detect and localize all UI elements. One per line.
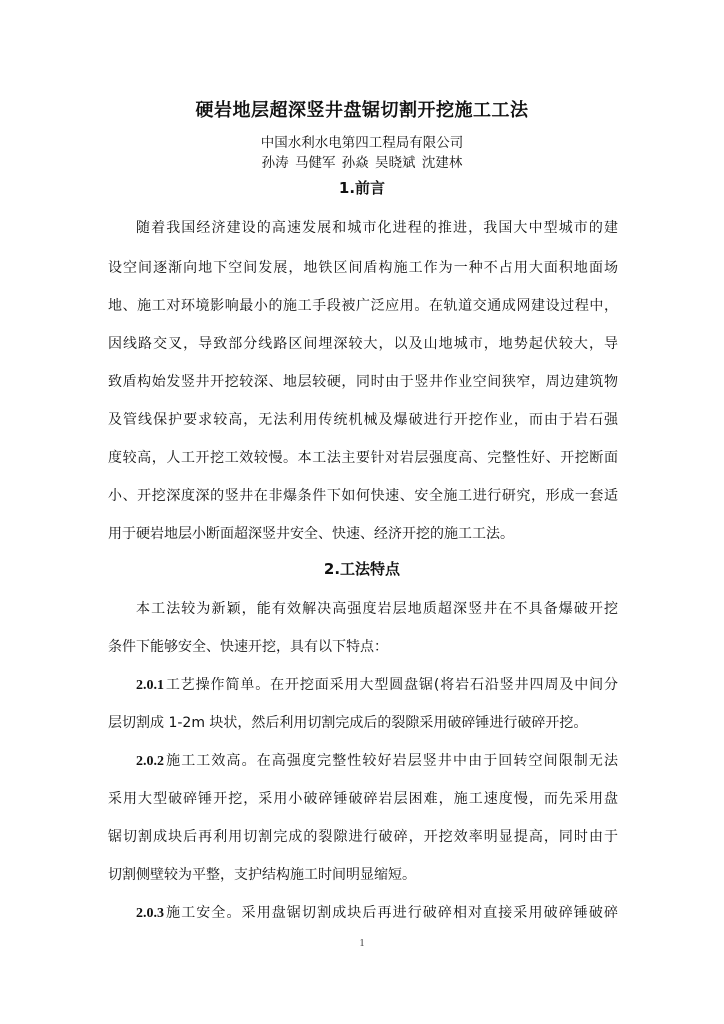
section-1-heading: 1.前言 xyxy=(338,179,386,197)
section-2-intro-line: 条件下能够安全、快速开挖，具有以下特点： xyxy=(108,639,388,655)
item-number: 2.0.1 xyxy=(136,678,164,693)
organization-name: 中国水利水电第四工程局有限公司 xyxy=(260,135,464,151)
item-2-0-3 xyxy=(136,902,618,922)
section-1-line: 度较高，人工开挖工效较慢。本工法主要针对岩层强度高、完整性好、开挖断面 xyxy=(108,450,618,466)
section-1-line: 用于硬岩地层小断面超深竖井安全、快速、经济开挖的施工工法。 xyxy=(108,526,514,542)
item-2-0-2-line: 采用大型破碎锤开挖，采用小破碎锤破碎岩层困难，施工速度慢，而先采用盘 xyxy=(108,791,618,807)
section-1-line: 地、施工对环境影响最小的施工手段被广泛应用。在轨道交通成网建设过程中， xyxy=(108,298,618,314)
document-title: 硬岩地层超深竖井盘锯切割开挖施工工法 xyxy=(195,100,529,121)
item-text: 工艺操作简单。在开挖面采用大型圆盘锯(将岩石沿竖井四周及中间分 xyxy=(165,677,618,693)
section-1-line: 随着我国经济建设的高速发展和城市化进程的推进，我国大中型城市的建 xyxy=(136,220,618,236)
item-2-0-1 xyxy=(136,674,618,694)
section-2-heading: 2.工法特点 xyxy=(323,560,401,578)
page-number: 1 xyxy=(359,938,365,949)
item-number: 2.0.3 xyxy=(136,906,164,921)
section-1-line: 设空间逐渐向地下空间发展，地铁区间盾构施工作为一种不占用大面积地面场 xyxy=(108,260,618,276)
section-1-line: 致盾构始发竖井开挖较深、地层较硬，同时由于竖井作业空间狭窄，周边建筑物 xyxy=(108,374,618,390)
section-1-line: 小、开挖深度深的竖井在非爆条件下如何快速、安全施工进行研究，形成一套适 xyxy=(108,488,618,504)
item-text: 施工工效高。在高强度完整性较好岩层竖井中由于回转空间限制无法 xyxy=(165,753,618,769)
item-2-0-2-line: 切割侧壁较为平整，支护结构施工时间明显缩短。 xyxy=(108,867,416,883)
section-2-intro-line: 本工法较为新颖，能有效解决高强度岩层地质超深竖井在不具备爆破开挖 xyxy=(136,601,618,617)
author-list: 孙涛 马健军 孙焱 吴晓斌 沈建林 xyxy=(261,155,463,171)
item-2-0-2 xyxy=(136,750,618,770)
section-1-line: 及管线保护要求较高，无法利用传统机械及爆破进行开挖作业，而由于岩石强 xyxy=(108,412,618,428)
item-text: 施工安全。采用盘锯切割成块后再进行破碎相对直接采用破碎锤破碎 xyxy=(165,905,618,921)
item-2-0-2-line: 锯切割成块后再利用切割完成的裂隙进行破碎，开挖效率明显提高，同时由于 xyxy=(108,829,618,845)
item-number: 2.0.2 xyxy=(136,754,164,769)
item-2-0-1-line: 层切割成 1-2m 块状，然后利用切割完成后的裂隙采用破碎锤进行破碎开挖。 xyxy=(108,715,588,731)
section-1-line: 因线路交叉，导致部分线路区间埋深较大，以及山地城市，地势起伏较大，导 xyxy=(108,336,618,352)
